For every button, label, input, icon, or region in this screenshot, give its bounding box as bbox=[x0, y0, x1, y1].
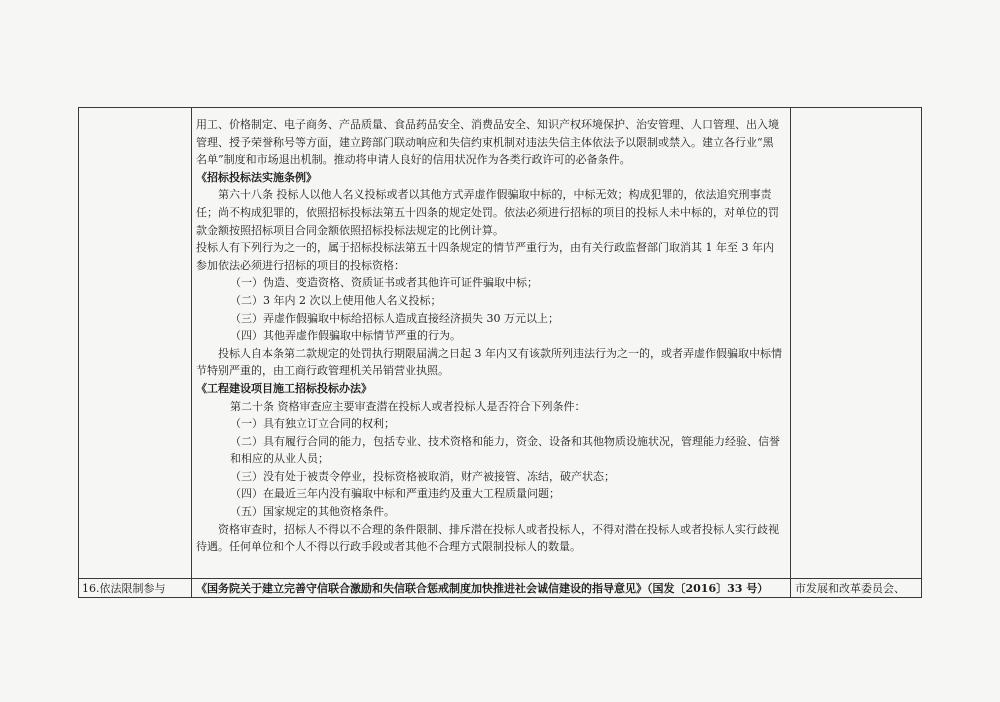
paragraph: 投标人有下列行为之一的，属于招标投标法第五十四条规定的情节严重行为，由有关行政监督部门取消其 1 年至 3 年内参加依法必须进行招标的项目的投标资格： bbox=[196, 241, 774, 272]
list-item: （二）具有履行合同的能力，包括专业、技术资格和能力，资金、设备和其他物质设施状况，管理能力经验、信誉和相应的从业人员； bbox=[230, 434, 780, 466]
list-item: （四）其他弄虚作假骗取中标情节严重的行为。 bbox=[230, 329, 461, 343]
paragraph: 用工、价格制定、电子商务、产品质量、食品药品安全、消费品安全、知识产权环境保护、治安管理、人口管理、出入境管理、授予荣誉称号等方面，建立跨部门联动响应和失信约束机制对违法失信主体依法予以限制或禁入。建立各行业“黑名单”制度和市场退出机制。推动将申请人良好的信用状况作为各类行政许可的必备条件。 bbox=[196, 118, 779, 167]
list-item: （二）3 年内 2 次以上使用他人名义投标； bbox=[230, 293, 442, 307]
paragraph-article-68: 第六十八条 投标人以他人名义投标或者以其他方式弄虚作假骗取中标的，中标无效；构成犯罪的，依法追究刑事责任；尚不构成犯罪的，依照招标投标法第五十四条的规定处罚。依法必须进行招标的项目的投标人未中标的，对单位的罚款金额按照招标项目合同金额依照招标投标法规定的比例计算。 bbox=[196, 188, 779, 237]
paragraph: 投标人自本条第二款规定的处罚执行期限届满之日起 3 年内又有该款所列违法行为之一的，或者弄虚作假骗取中标情节特别严重的，由工商行政管理机关吊销营业执照。 bbox=[196, 346, 782, 378]
list-item: （三）没有处于被责令停业，投标资格被取消，财产被接管、冻结，破产状态； bbox=[230, 469, 615, 483]
law-title-construction-bidding: 《工程建设项目施工招标投标办法》 bbox=[196, 381, 372, 395]
row-department: 市发展和改革委员会、 bbox=[795, 582, 905, 595]
column-divider-left bbox=[191, 107, 192, 598]
paragraph-article-20: 第二十条 资格审查应主要审查潜在投标人或者投标人是否符合下列条件： bbox=[230, 399, 586, 413]
row-divider bbox=[78, 578, 922, 579]
row-number-label: 16.依法限制参与 bbox=[82, 582, 166, 595]
law-title-tendering-regulations: 《招标投标法实施条例》 bbox=[196, 170, 317, 184]
list-item: （一）伪造、变造资格、资质证书或者其他许可证件骗取中标； bbox=[230, 276, 538, 290]
list-item: （一）具有独立订立合同的权利； bbox=[230, 417, 395, 431]
legal-provisions-cell bbox=[196, 116, 784, 556]
paragraph: 资格审查时，招标人不得以不合理的条件限制、排斥潜在投标人或者投标人，不得对潜在投标人或者投标人实行歧视待遇。任何单位和个人不得以行政手段或者其他不合理方式限制投标人的数量。 bbox=[196, 522, 779, 554]
row-document-title: 《国务院关于建立完善守信联合激励和失信联合惩戒制度加快推进社会诚信建设的指导意见》（国发〔2016〕33 号） bbox=[196, 582, 769, 595]
list-item: （五）国家规定的其他资格条件。 bbox=[230, 505, 395, 519]
column-divider-right bbox=[790, 107, 791, 598]
list-item: （四）在最近三年内没有骗取中标和严重违约及重大工程质量问题； bbox=[230, 487, 560, 501]
list-item: （三）弄虚作假骗取中标给招标人造成直接经济损失 30 万元以上； bbox=[230, 311, 559, 325]
